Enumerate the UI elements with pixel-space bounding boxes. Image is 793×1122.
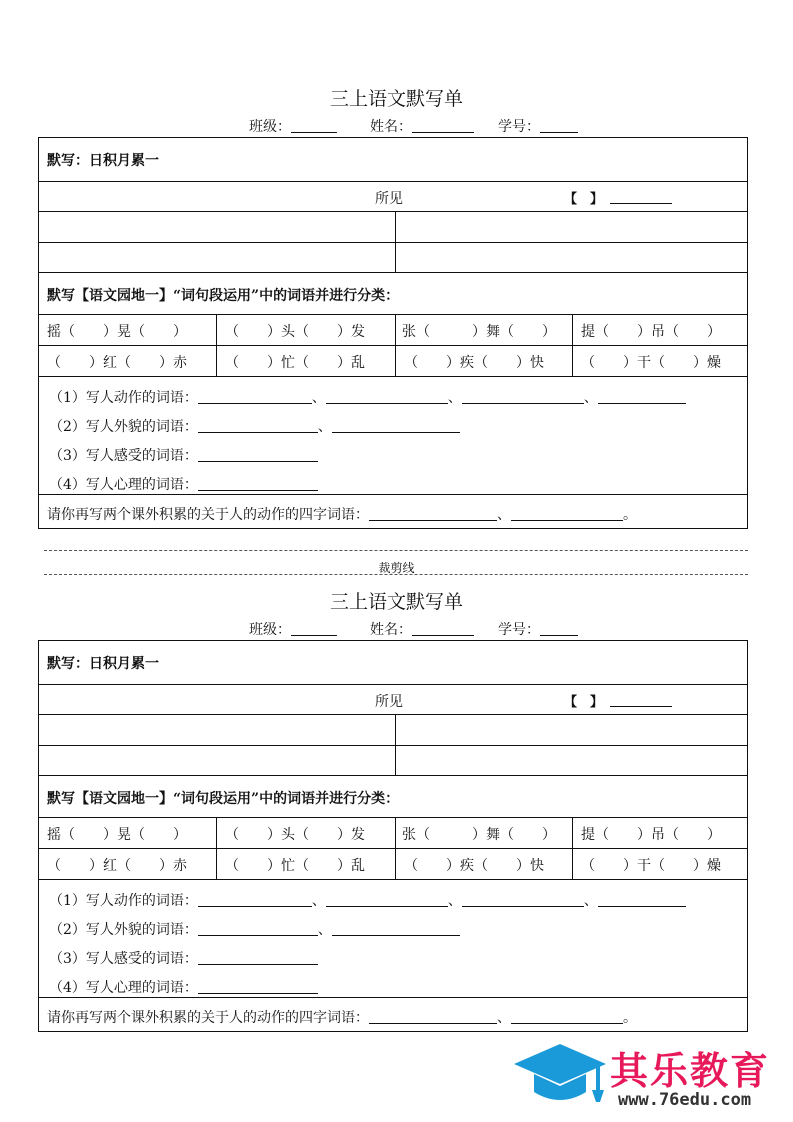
class-field: 班级：	[249, 619, 337, 639]
word-grid-row-2	[39, 848, 747, 879]
classification-questions	[39, 879, 747, 997]
word-cell: （ ）头（ ）发	[225, 324, 365, 340]
extra-words-row	[39, 494, 747, 529]
question-4: （4）写人心理的词语：	[49, 474, 318, 494]
poem-line-row-1	[39, 714, 747, 745]
poem-line-right-1	[395, 212, 747, 242]
word-cell: （ ）疾（ ）快	[404, 355, 544, 371]
classification-questions	[39, 376, 747, 494]
poem-line-row-1	[39, 211, 747, 242]
word-cell: 提（ ）吊（ ）	[581, 827, 721, 843]
cut-line-top	[44, 550, 748, 551]
id-field: 学号：	[498, 116, 578, 136]
class-blank	[291, 621, 337, 636]
poem-line-row-2	[39, 745, 747, 775]
question-2: （2）写人外貌的词语： 、	[49, 919, 460, 939]
extra-words-prompt: 请你再写两个课外积累的关于人的动作的四字词语： 、 。	[47, 507, 637, 523]
class-field: 班级：	[249, 116, 337, 136]
name-field: 姓名：	[370, 619, 474, 639]
author-blank	[610, 190, 672, 204]
cut-line-bottom	[44, 574, 748, 575]
extra-words-row	[39, 997, 747, 1032]
class-blank	[291, 118, 337, 133]
word-cell: 张（ ）舞（ ）	[402, 324, 556, 340]
id-blank	[540, 621, 578, 636]
question-1: （1）写人动作的词语： 、 、 、	[49, 890, 686, 910]
section2-header: 默写【语文园地一】“词句段运用”中的词语并进行分类：	[39, 775, 747, 817]
word-cell: 提（ ）吊（ ）	[581, 324, 721, 340]
dictation-table	[38, 137, 748, 529]
poem-title: 所见	[375, 694, 403, 710]
question-3: （3）写人感受的词语：	[49, 948, 318, 968]
section1-header: 默写：日积月累一	[47, 153, 159, 169]
poem-header-row	[39, 684, 747, 714]
name-blank	[412, 621, 474, 636]
question-4: （4）写人心理的词语：	[49, 977, 318, 997]
poem-line-right-1	[395, 715, 747, 745]
word-cell: 摇（ ）晃（ ）	[47, 324, 187, 340]
poem-title: 所见	[375, 191, 403, 207]
brand-logo	[512, 1040, 787, 1116]
name-field: 姓名：	[370, 116, 474, 136]
word-grid-row-2	[39, 345, 747, 376]
author-bracket: 【 】	[564, 695, 604, 710]
id-blank	[540, 118, 578, 133]
word-cell: （ ）疾（ ）快	[404, 858, 544, 874]
word-cell: （ ）干（ ）燥	[581, 355, 721, 371]
sheet-title: 三上语文默写单	[329, 591, 463, 613]
poem-header-row	[39, 181, 747, 211]
word-cell: （ ）干（ ）燥	[581, 858, 721, 874]
poem-line-right-2	[395, 746, 747, 775]
author-blank	[610, 693, 672, 707]
word-cell: （ ）红（ ）赤	[47, 858, 187, 874]
word-cell: （ ）忙（ ）乱	[225, 858, 365, 874]
word-cell: （ ）红（ ）赤	[47, 355, 187, 371]
word-cell: 张（ ）舞（ ）	[402, 827, 556, 843]
word-cell: （ ）头（ ）发	[225, 827, 365, 843]
sheet-title: 三上语文默写单	[329, 88, 463, 110]
word-cell: 摇（ ）晃（ ）	[47, 827, 187, 843]
brand-url: www.76edu.com	[618, 1090, 752, 1110]
question-2: （2）写人外貌的词语： 、	[49, 416, 460, 436]
cut-line-label: 裁剪线	[378, 561, 415, 575]
word-cell: （ ）忙（ ）乱	[225, 355, 365, 371]
poem-line-row-2	[39, 242, 747, 272]
question-1: （1）写人动作的词语： 、 、 、	[49, 387, 686, 407]
brand-name: 其乐教育	[610, 1049, 771, 1093]
dictation-table	[38, 640, 748, 1032]
section1-header: 默写：日积月累一	[47, 656, 159, 672]
extra-words-prompt: 请你再写两个课外积累的关于人的动作的四字词语： 、 。	[47, 1010, 637, 1026]
author-bracket: 【 】	[564, 192, 604, 207]
question-3: （3）写人感受的词语：	[49, 445, 318, 465]
word-grid-row-1	[39, 817, 747, 848]
id-field: 学号：	[498, 619, 578, 639]
name-blank	[412, 118, 474, 133]
poem-line-right-2	[395, 243, 747, 272]
section2-header: 默写【语文园地一】“词句段运用”中的词语并进行分类：	[39, 272, 747, 314]
word-grid-row-1	[39, 314, 747, 345]
graduation-cap-icon	[512, 1040, 608, 1116]
